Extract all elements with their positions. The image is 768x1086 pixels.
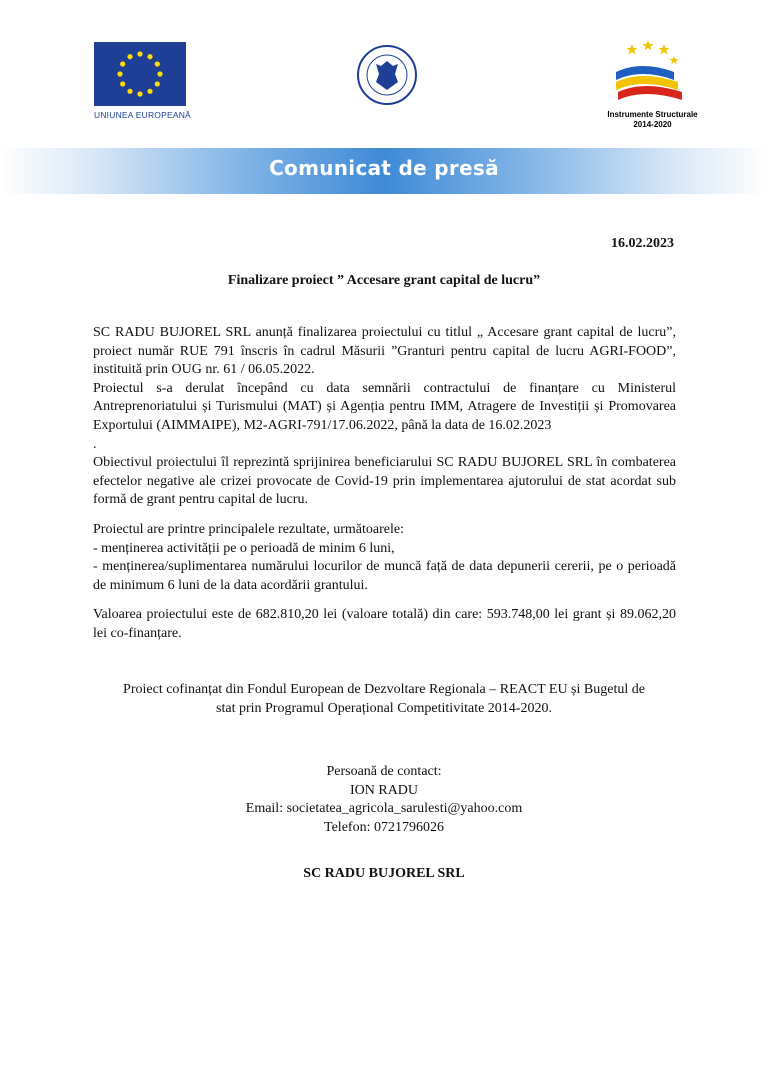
funding-note [0, 681, 768, 718]
is-label-line1: Instrumente Structurale [607, 110, 698, 119]
eu-label: UNIUNEA EUROPEANĂ [94, 110, 191, 120]
document-title: Finalizare proiect ” Accesare grant capital de lucru” [227, 273, 541, 288]
paragraph-timeline [93, 380, 676, 454]
is-label-line2: 2014-2020 [633, 120, 672, 129]
paragraph-announcement: SC RADU BUJOREL SRL anunță finalizarea proiectului cu titlul „ Accesare grant capital de lucru”, proiect număr RUE 791 înscris în cadrul Măsurii ”Granturi pentru capital de lucru AGRI-FOOD”, instituită prin OUG nr. 61 / 06.05.2022. [93, 325, 676, 378]
funding-note-line: Proiect cofinanțat din Fondul European de Dezvoltare Regionala – REACT EU și Bugetul de [123, 682, 645, 697]
document-body [93, 324, 676, 644]
eu-stars-icon [94, 42, 186, 106]
instrumente-structurale-label [590, 110, 715, 130]
results-intro: Proiectul are printre principalele rezultate, următoarele: [93, 521, 404, 537]
document-date: 16.02.2023 [611, 236, 674, 251]
banner-title: Comunicat de presă [269, 156, 499, 180]
government-seal-logo [356, 44, 418, 106]
contact-name: ION RADU [349, 782, 419, 798]
paragraph-timeline-tail: . [93, 436, 97, 452]
eu-flag-logo [94, 42, 186, 106]
contact-phone: Telefon: 0721796026 [324, 819, 444, 835]
instrumente-structurale-logo [612, 38, 692, 108]
paragraph-value: Valoarea proiectului este de 682.810,20 lei (valoare totală) din care: 593.748,00 lei grant și 89.062,20 lei co-finanțare. [93, 607, 676, 641]
contact-label: Persoană de contact: [326, 764, 442, 779]
funding-note-line: stat prin Programul Operațional Competitivitate 2014-2020. [216, 700, 552, 716]
results-item: - menținerea/suplimentarea numărului locurilor de muncă față de data depunerii cererii, pe o perioadă de minimum 6 luni de la data acordării grantului. [93, 559, 676, 593]
contact-email: Email: societatea_agricola_sarulesti@yahoo.com [245, 801, 523, 817]
results-item: - menținerea activității pe o perioadă de minim 6 luni, [93, 540, 395, 556]
paragraph-objective: Obiectivul proiectului îl reprezintă sprijinirea beneficiarului SC RADU BUJOREL SRL în combaterea efectelor negative ale crizei provocate de Covid-19 prin implementarea ajutorului de stat acordat sub formă de grant pentru capital de lucru. [93, 455, 676, 508]
contact-block [0, 763, 768, 837]
company-signature: SC RADU BUJOREL SRL [303, 866, 465, 881]
paragraph-results [93, 521, 676, 595]
paragraph-timeline-text: Proiectul s-a derulat începând cu data semnării contractului de finanțare cu Ministerul Antreprenoriatului și Turismului (MAT) și Agenția pentru IMM, Atragere de Investiții și Promovarea Exportului (AIMMAIPE), M2-AGRI-791/17.06.2022, până la data de 16.02.2023 [93, 380, 676, 433]
